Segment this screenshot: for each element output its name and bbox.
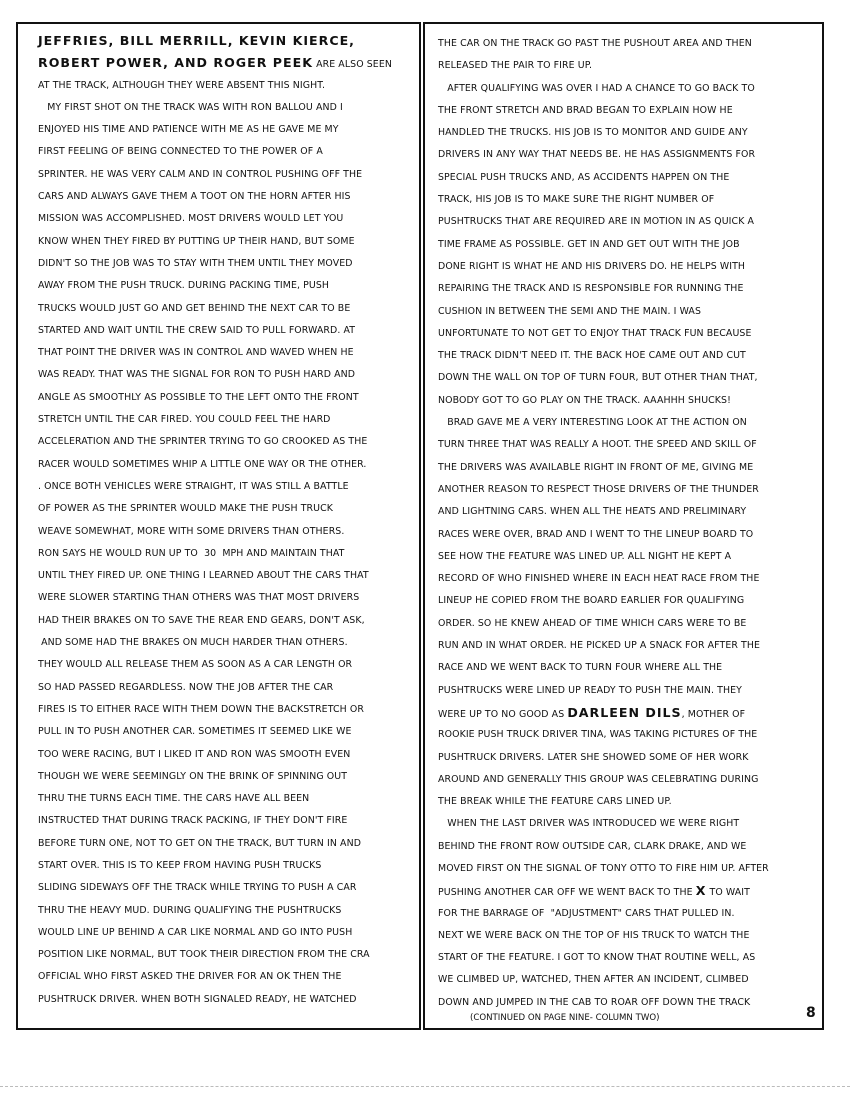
text-segment: RON SAYS HE WOULD RUN UP TO 30 MPH AND MAINTAIN THAT [38,547,345,559]
text-line [438,524,820,546]
text-line [38,654,414,676]
text-line [438,813,820,835]
left-column [38,30,414,1011]
text-segment: LINEUP HE COPIED FROM THE BOARD EARLIER FOR QUALIFYING [438,595,745,607]
text-segment: THE CAR ON THE TRACK GO PAST THE PUSHOUT AREA AND THEN [438,38,752,49]
text-line [438,367,820,389]
text-line [438,323,820,345]
text-segment: THRU THE TURNS EACH TIME. THE CARS HAVE ALL BEEN [38,793,310,805]
text-segment: FIRST FEELING OF BEING CONNECTED TO THE POWER OF A [38,146,323,158]
text-line [38,208,414,230]
text-line [438,100,820,122]
text-segment: INSTRUCTED THAT DURING TRACK PACKING, IF THEY DON'T FIRE [38,815,348,827]
text-line [38,944,414,966]
text-line [38,632,414,654]
text-line [438,880,820,902]
text-segment: PUSHTRUCKS WERE LINED UP READY TO PUSH THE MAIN. THEY [438,684,742,696]
text-segment: BRAD GAVE ME A VERY INTERESTING LOOK AT THE ACTION ON [438,417,747,429]
text-segment: TURN THREE THAT WAS REALLY A HOOT. THE SPEED AND SKILL OF [438,439,757,451]
continued-note: (CONTINUED ON PAGE NINE- COLUMN TWO) [470,1013,660,1023]
text-line [438,769,820,791]
text-segment: FIRES IS TO EITHER RACE WITH THEM DOWN THE BACKSTRETCH OR [38,703,364,715]
emphasized-name: JEFFRIES, BILL MERRILL, KEVIN KIERCE, [38,33,355,48]
text-line [438,234,820,256]
text-line [438,211,820,233]
text-line [38,587,414,609]
text-segment: RELEASED THE PAIR TO FIRE UP. [438,60,593,72]
text-line [38,677,414,699]
text-segment: REPAIRING THE TRACK AND IS RESPONSIBLE FOR RUNNING THE [438,283,744,295]
text-segment: DIDN'T SO THE JOB WAS TO STAY WITH THEM UNTIL THEY MOVED [38,257,353,269]
text-segment: THAT POINT THE DRIVER WAS IN CONTROL AND WAVED WHEN HE [38,347,354,359]
text-segment: DONE RIGHT IS WHAT HE AND HIS DRIVERS DO. HE HELPS WITH [438,260,746,272]
text-segment: CUSHION IN BETWEEN THE SEMI AND THE MAIN. I WAS [438,305,701,317]
text-segment: PUSHING ANOTHER CAR OFF WE WENT BACK TO THE [438,887,696,899]
text-segment: START OVER. THIS IS TO KEEP FROM HAVING PUSH TRUCKS [38,859,322,871]
text-segment: MOVED FIRST ON THE SIGNAL OF TONY OTTO TO FIRE HIM UP. AFTER [438,862,769,874]
text-line [438,434,820,456]
text-segment: , MOTHER OF [681,708,746,720]
text-line [38,52,414,74]
text-line [38,141,414,163]
text-line [38,119,414,141]
text-line [38,75,414,97]
text-line [438,390,820,412]
text-segment: STARTED AND WAIT UNTIL THE CREW SAID TO PULL FORWARD. AT [38,324,356,336]
text-line [438,635,820,657]
text-segment: THE FRONT STRETCH AND BRAD BEGAN TO EXPLAIN HOW HE [438,104,733,116]
text-segment: . ONCE BOTH VEHICLES WERE STRAIGHT, IT WAS STILL A BATTLE [38,480,349,492]
text-segment: SO HAD PASSED REGARDLESS. NOW THE JOB AFTER THE CAR [38,681,334,693]
text-line [438,969,820,991]
text-line [38,565,414,587]
text-segment: PUSHTRUCKS THAT ARE REQUIRED ARE IN MOTION IN AS QUICK A [438,216,755,228]
page-number: 8 [806,1005,816,1021]
text-line [38,186,414,208]
text-segment: NOBODY GOT TO GO PLAY ON THE TRACK. AAAHHH SHUCKS! [438,394,731,406]
text-segment: THE DRIVERS WAS AVAILABLE RIGHT IN FRONT OF ME, GIVING ME [438,461,754,473]
text-segment: PULL IN TO PUSH ANOTHER CAR. SOMETIMES IT SEEMED LIKE WE [38,726,352,738]
text-segment: CARS AND ALWAYS GAVE THEM A TOOT ON THE HORN AFTER HIS [38,191,351,203]
text-line [438,657,820,679]
text-line [438,791,820,813]
text-segment: RACE AND WE WENT BACK TO TURN FOUR WHERE ALL THE [438,662,723,674]
text-segment: TRACK, HIS JOB IS TO MAKE SURE THE RIGHT NUMBER OF [438,194,715,206]
text-segment: WERE UP TO NO GOOD AS [438,708,568,720]
right-column [438,33,820,1014]
text-segment: RACER WOULD SOMETIMES WHIP A LITTLE ONE WAY OR THE OTHER. [38,458,367,470]
text-segment: ANOTHER REASON TO RESPECT THOSE DRIVERS OF THE THUNDER [438,483,759,495]
text-line [38,253,414,275]
text-segment: NEXT WE WERE BACK ON THE TOP OF HIS TRUCK TO WATCH THE [438,929,750,941]
text-line [438,947,820,969]
text-segment: THEY WOULD ALL RELEASE THEM AS SOON AS A CAR LENGTH OR [38,659,353,671]
column-divider [419,22,425,1030]
text-line [38,387,414,409]
text-line [38,833,414,855]
text-segment: OF POWER AS THE SPRINTER WOULD MAKE THE PUSH TRUCK [38,503,333,515]
text-line [438,925,820,947]
text-line [38,877,414,899]
text-line [438,301,820,323]
text-segment: WERE SLOWER STARTING THAN OTHERS WAS THAT MOST DRIVERS [38,592,360,604]
text-segment: WE CLIMBED UP, WATCHED, THEN AFTER AN INCIDENT, CLIMBED [438,974,749,986]
bottom-rule [0,1086,850,1088]
text-segment: SPECIAL PUSH TRUCKS AND, AS ACCIDENTS HAPPEN ON THE [438,171,730,183]
text-line [38,30,414,52]
text-segment: HANDLED THE TRUCKS. HIS JOB IS TO MONITOR AND GUIDE ANY [438,127,748,139]
text-line [38,320,414,342]
text-line [438,278,820,300]
text-segment: SLIDING SIDEWAYS OFF THE TRACK WHILE TRYING TO PUSH A CAR [38,882,357,894]
text-line [38,788,414,810]
text-line [438,412,820,434]
text-segment: UNFORTUNATE TO NOT GET TO ENJOY THAT TRACK FUN BECAUSE [438,327,752,339]
text-segment: DOWN THE WALL ON TOP OF TURN FOUR, BUT OTHER THAN THAT, [438,372,758,384]
text-line [38,543,414,565]
text-line [438,724,820,746]
text-line [38,744,414,766]
text-line [438,345,820,367]
text-line [438,55,820,77]
text-line [438,78,820,100]
text-line [438,479,820,501]
emphasized-name: DARLEEN DILS [567,704,682,720]
emphasized-name: ROBERT POWER, AND ROGER PEEK [38,55,313,71]
text-line [38,409,414,431]
text-line [438,747,820,769]
text-segment: START OF THE FEATURE. I GOT TO KNOW THAT ROUTINE WELL, AS [438,952,756,964]
text-line [438,189,820,211]
text-line [438,256,820,278]
text-segment: KNOW WHEN THEY FIRED BY PUTTING UP THEIR HAND, BUT SOME [38,235,355,247]
text-segment: THOUGH WE WERE SEEMINGLY ON THE BRINK OF SPINNING OUT [38,770,348,782]
text-segment: TRUCKS WOULD JUST GO AND GET BEHIND THE NEXT CAR TO BE [38,302,351,314]
text-segment: WEAVE SOMEWHAT, MORE WITH SOME DRIVERS THAN OTHERS. [38,525,345,537]
text-line [38,766,414,788]
text-line [38,275,414,297]
text-segment: ARE ALSO SEEN [313,59,392,71]
text-segment: PUSHTRUCK DRIVERS. LATER SHE SHOWED SOME OF HER WORK [438,751,749,763]
text-line [38,521,414,543]
text-line [38,989,414,1011]
text-segment: MY FIRST SHOT ON THE TRACK WAS WITH RON BALLOU AND I [38,101,343,113]
text-line [38,298,414,320]
text-line [438,167,820,189]
text-segment: FOR THE BARRAGE OF "ADJUSTMENT" CARS THAT PULLED IN. [438,907,735,919]
text-line [438,680,820,702]
text-segment: DRIVERS IN ANY WAY THAT NEEDS BE. HE HAS ASSIGNMENTS FOR [438,149,756,161]
text-segment: TOO WERE RACING, BUT I LIKED IT AND RON WAS SMOOTH EVEN [38,748,351,760]
text-line [438,992,820,1014]
text-segment: PUSHTRUCK DRIVER. WHEN BOTH SIGNALED READY, HE WATCHED [38,993,357,1005]
text-line [38,97,414,119]
text-line [438,836,820,858]
text-segment: RUN AND IN WHAT ORDER. HE PICKED UP A SNACK FOR AFTER THE [438,640,761,652]
text-line [438,33,820,55]
text-line [38,454,414,476]
text-line [38,231,414,253]
text-segment: BEFORE TURN ONE, NOT TO GET ON THE TRACK, BUT TURN IN AND [38,837,362,849]
text-line [38,342,414,364]
text-segment: STRETCH UNTIL THE CAR FIRED. YOU COULD FEEL THE HARD [38,414,331,426]
text-line [38,699,414,721]
text-segment: AND SOME HAD THE BRAKES ON MUCH HARDER THAN OTHERS. [38,637,348,649]
text-line [438,144,820,166]
text-line [438,702,820,724]
text-segment: AT THE TRACK, ALTHOUGH THEY WERE ABSENT THIS NIGHT. [38,79,326,91]
text-line [38,476,414,498]
text-line [38,922,414,944]
text-segment: ANGLE AS SMOOTHLY AS POSSIBLE TO THE LEFT ONTO THE FRONT [38,391,359,403]
text-segment: TO WAIT [706,887,750,899]
text-line [38,364,414,386]
text-segment: RACES WERE OVER, BRAD AND I WENT TO THE LINEUP BOARD TO [438,528,754,540]
text-line [438,613,820,635]
text-line [38,610,414,632]
text-segment: HAD THEIR BRAKES ON TO SAVE THE REAR END GEARS, DON'T ASK, [38,614,365,626]
text-segment: ROOKIE PUSH TRUCK DRIVER TINA, WAS TAKING PICTURES OF THE [438,729,758,741]
text-line [38,164,414,186]
text-segment: AWAY FROM THE PUSH TRUCK. DURING PACKING TIME, PUSH [38,280,330,292]
text-segment: SEE HOW THE FEATURE WAS LINED UP. ALL NIGHT HE KEPT A [438,550,732,562]
text-segment: RECORD OF WHO FINISHED WHERE IN EACH HEAT RACE FROM THE [438,573,760,585]
text-line [438,122,820,144]
text-segment: BEHIND THE FRONT ROW OUTSIDE CAR, CLARK DRAKE, AND WE [438,840,747,852]
text-segment: SPRINTER. HE WAS VERY CALM AND IN CONTROL PUSHING OFF THE [38,168,363,180]
text-line [438,568,820,590]
text-line [438,546,820,568]
text-segment: AROUND AND GENERALLY THIS GROUP WAS CELEBRATING DURING [438,773,759,785]
text-segment: WHEN THE LAST DRIVER WAS INTRODUCED WE WERE RIGHT [438,818,740,830]
text-line [438,590,820,612]
text-segment: WOULD LINE UP BEHIND A CAR LIKE NORMAL AND GO INTO PUSH [38,926,353,938]
text-line [438,501,820,523]
text-line [38,855,414,877]
text-segment: AFTER QUALIFYING WAS OVER I HAD A CHANCE TO GO BACK TO [438,82,755,94]
text-segment: ORDER. SO HE KNEW AHEAD OF TIME WHICH CARS WERE TO BE [438,617,747,629]
text-segment: TIME FRAME AS POSSIBLE. GET IN AND GET OUT WITH THE JOB [438,238,740,250]
text-line [38,966,414,988]
text-segment: UNTIL THEY FIRED UP. ONE THING I LEARNED ABOUT THE CARS THAT [38,570,369,582]
text-line [38,721,414,743]
emphasized-name: X [695,883,707,899]
text-segment: THRU THE HEAVY MUD. DURING QUALIFYING THE PUSHTRUCKS [38,904,342,916]
text-segment: ENJOYED HIS TIME AND PATIENCE WITH ME AS HE GAVE ME MY [38,124,339,136]
text-segment: ACCELERATION AND THE SPRINTER TRYING TO GO CROOKED AS THE [38,436,368,448]
text-line [38,900,414,922]
text-segment: OFFICIAL WHO FIRST ASKED THE DRIVER FOR AN OK THEN THE [38,971,342,983]
text-segment: THE TRACK DIDN'T NEED IT. THE BACK HOE CAME OUT AND CUT [438,350,746,362]
text-line [438,858,820,880]
text-segment: POSITION LIKE NORMAL, BUT TOOK THEIR DIRECTION FROM THE CRA [38,949,370,961]
text-segment: AND LIGHTNING CARS. WHEN ALL THE HEATS AND PRELIMINARY [438,506,747,518]
text-segment: THE BREAK WHILE THE FEATURE CARS LINED UP. [438,796,672,808]
text-line [38,431,414,453]
text-line [438,903,820,925]
text-line [438,457,820,479]
text-segment: MISSION WAS ACCOMPLISHED. MOST DRIVERS WOULD LET YOU [38,213,344,225]
text-segment: DOWN AND JUMPED IN THE CAB TO ROAR OFF DOWN THE TRACK [438,996,751,1008]
text-line [38,810,414,832]
text-segment: WAS READY. THAT WAS THE SIGNAL FOR RON TO PUSH HARD AND [38,369,356,381]
text-line [38,498,414,520]
